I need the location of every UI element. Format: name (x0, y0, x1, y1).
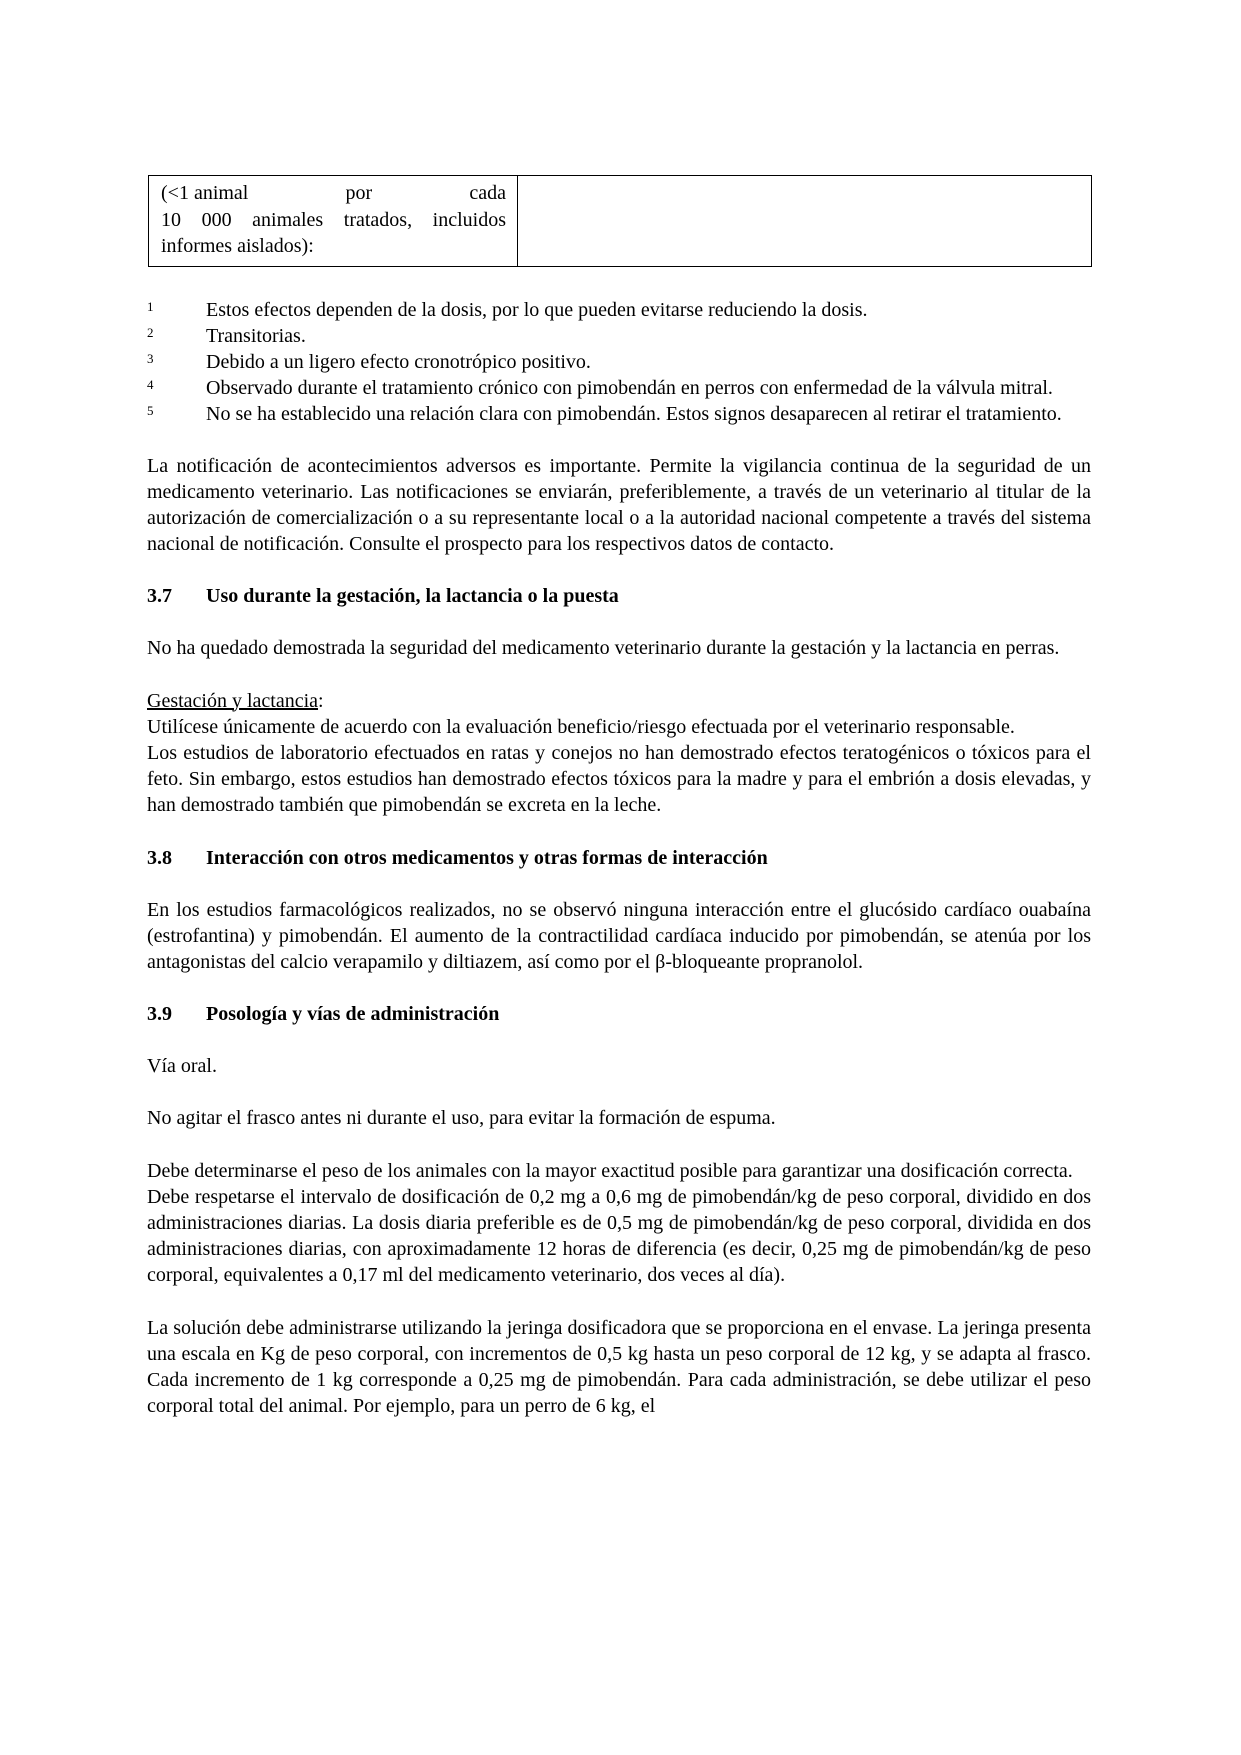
footnote (147, 297, 1091, 323)
footnote (147, 401, 1091, 427)
footnote-text: Estos efectos dependen de la dosis, por lo que pueden evitarse reduciendo la dosis. (206, 298, 868, 321)
section-number: 3.8 (147, 846, 172, 869)
footnote-number: 2 (147, 324, 154, 340)
footnote-number: 1 (147, 298, 154, 314)
frequency-cell (149, 176, 518, 267)
section-number: 3.7 (147, 585, 172, 608)
footnote (147, 349, 1091, 375)
subheading-text: Gestación y lactancia (147, 689, 319, 712)
paragraph: Debe respetarse el intervalo de dosificación de 0,2 mg a 0,6 mg de pimobendán/kg de peso corporal, dividido en dos administraciones diarias. La dosis diaria preferible es de 0,5 mg de pimobendán/kg de peso corporal, dividida en dos administraciones diarias, con aproximadamente 12 horas de diferencia (es decir, 0,25 mg de pimobendán/kg de peso corporal, equivalentes a 0,17 ml del medicamento veterinario, dos veces al día). (147, 1185, 1091, 1287)
footnote (147, 375, 1091, 401)
footnote-number: 5 (147, 402, 154, 418)
footnotes-list (147, 297, 1091, 427)
frequency-text: por (345, 182, 373, 204)
section-number: 3.9 (147, 1003, 172, 1026)
adverse-frequency-table (148, 175, 1092, 267)
table-row (149, 176, 1092, 267)
paragraph: No ha quedado demostrada la seguridad del medicamento veterinario durante la gestación y la lactancia en perras. (147, 637, 1060, 660)
section-heading-3-9 (147, 1001, 1091, 1027)
footnote-text: Transitorias. (206, 324, 306, 347)
effects-cell (518, 176, 1092, 267)
subheading-colon: : (318, 689, 324, 712)
notification-paragraph: La notificación de acontecimientos adversos es importante. Permite la vigilancia continua de la seguridad de un medicamento veterinario. Las notificaciones se enviarán, preferiblemente, a través de un veterinario al titular de la autorización de comercialización o a su representante local o a la autoridad nacional competente a través del sistema nacional de notificación. Consulte el prospecto para los respectivos datos de contacto. (147, 454, 1091, 556)
frequency-line-1 (161, 180, 506, 207)
frequency-text: cada (469, 182, 506, 204)
footnote-text: No se ha establecido una relación clara con pimobendán. Estos signos desaparecen al retirar el tratamiento. (206, 402, 1062, 425)
footnote-text: Observado durante el tratamiento crónico con pimobendán en perros con enfermedad de la válvula mitral. (206, 376, 1053, 399)
section-heading-3-7 (147, 583, 1091, 609)
paragraph: En los estudios farmacológicos realizados, no se observó ninguna interacción entre el glucósido cardíaco ouabaína (estrofantina) y pimobendán. El aumento de la contractilidad cardíaca inducido por pimobendán, se atenúa por los antagonistas del calcio verapamilo y diltiazem, así como por el β-bloqueante propranolol. (147, 898, 1091, 973)
frequency-line-3: informes aislados): (161, 235, 314, 257)
paragraph: La solución debe administrarse utilizando la jeringa dosificadora que se proporciona en el envase. La jeringa presenta una escala en Kg de peso corporal, con incrementos de 0,5 kg hasta un peso corporal de 12 kg, y se adapta al frasco. Cada incremento de 1 kg corresponde a 0,25 mg de pimobendán. Para cada administración, se debe utilizar el peso corporal total del animal. Por ejemplo, para un perro de 6 kg, el (147, 1316, 1091, 1418)
footnote (147, 323, 1091, 349)
section-title: Uso durante la gestación, la lactancia o la puesta (206, 585, 619, 608)
frequency-line-2: 10 000 animales tratados, incluidos (161, 208, 506, 231)
paragraph: Utilícese únicamente de acuerdo con la evaluación beneficio/riesgo efectuada por el veterinario responsable. (147, 715, 1015, 738)
footnote-number: 4 (147, 376, 154, 392)
paragraph: No agitar el frasco antes ni durante el uso, para evitar la formación de espuma. (147, 1107, 776, 1130)
paragraph: Vía oral. (147, 1055, 217, 1078)
footnote-number: 3 (147, 350, 154, 366)
frequency-text: (<1 animal (161, 182, 249, 204)
footnote-text: Debido a un ligero efecto cronotrópico positivo. (206, 350, 591, 373)
section-title: Posología y vías de administración (206, 1003, 500, 1026)
paragraph: Los estudios de laboratorio efectuados en ratas y conejos no han demostrado efectos teratogénicos o tóxicos para el feto. Sin embargo, estos estudios han demostrado efectos tóxicos para la madre y para el embrión a dosis elevadas, y han demostrado también que pimobendán se excreta en la leche. (147, 741, 1091, 817)
section-heading-3-8 (147, 845, 1091, 871)
section-title: Interacción con otros medicamentos y otras formas de interacción (206, 846, 768, 869)
document-page (147, 175, 1091, 1419)
subheading (147, 688, 1091, 714)
paragraph: Debe determinarse el peso de los animales con la mayor exactitud posible para garantizar una dosificación correcta. (147, 1159, 1073, 1182)
